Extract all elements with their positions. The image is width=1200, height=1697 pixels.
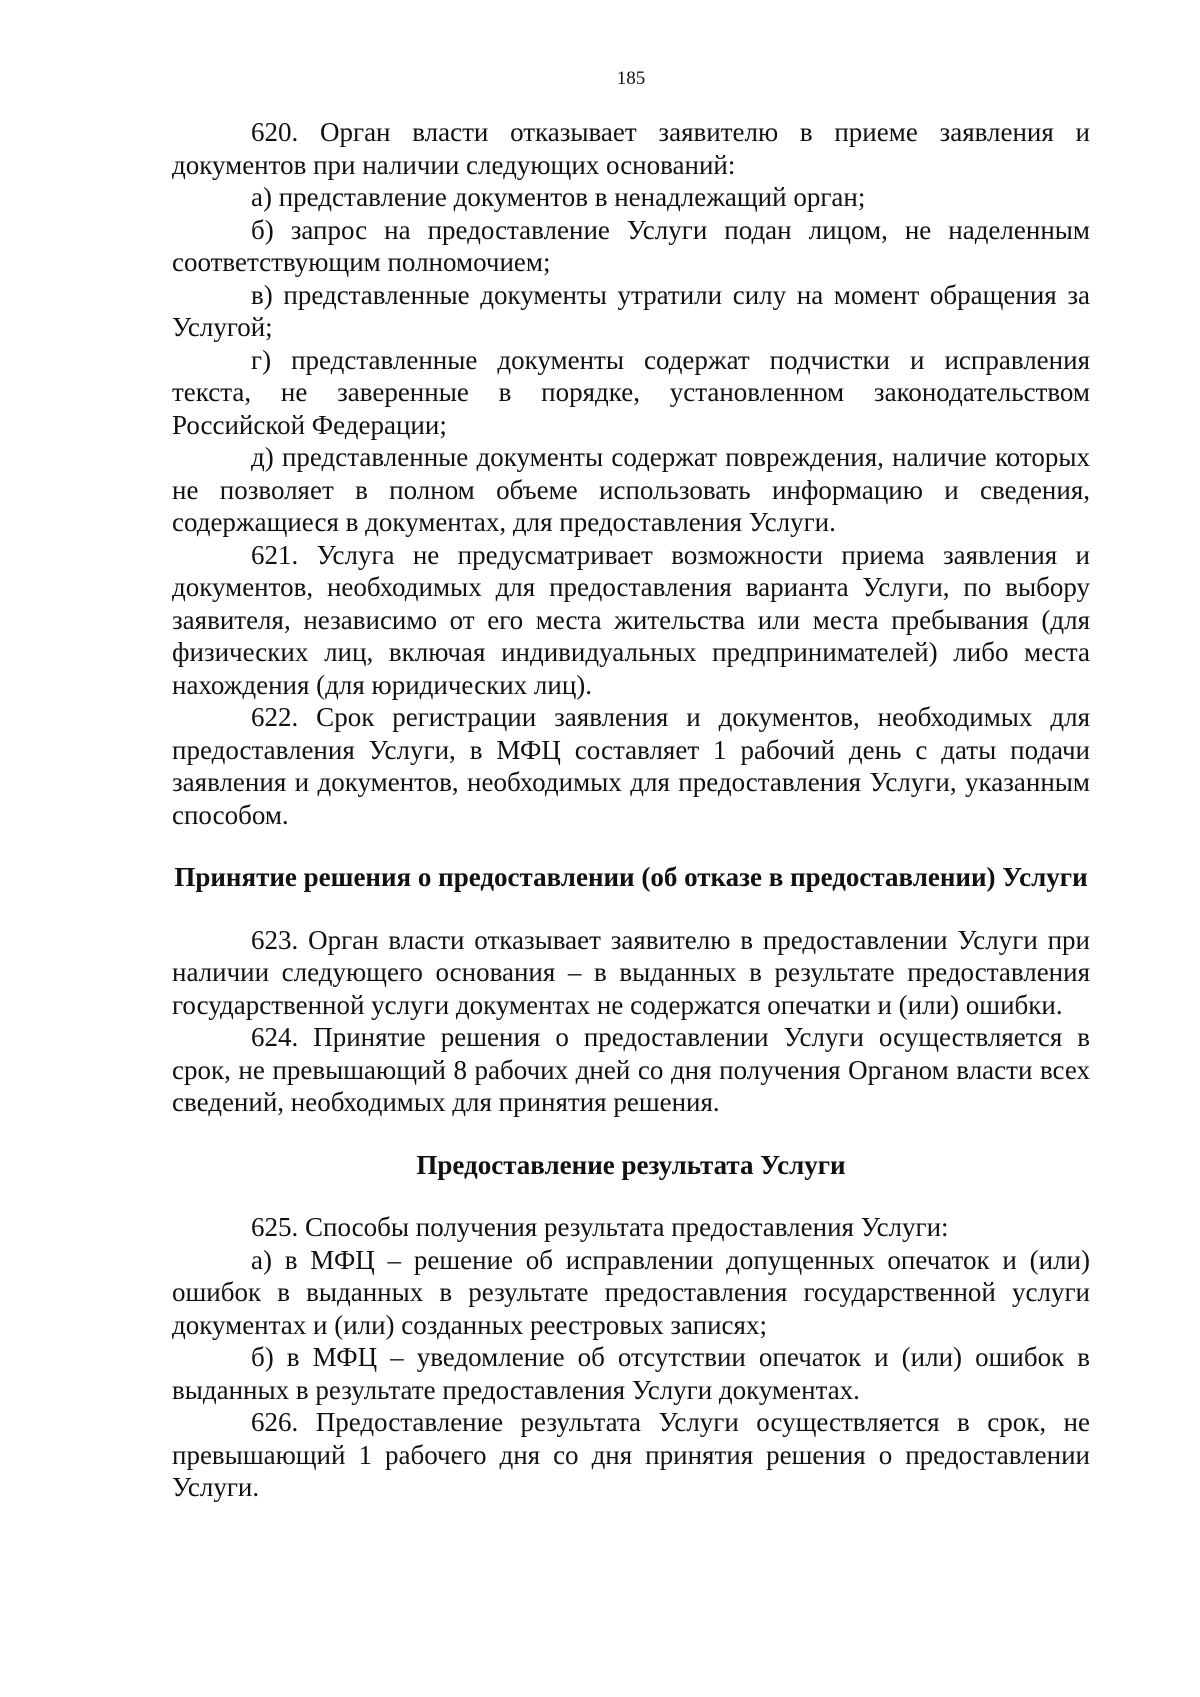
section-heading-result: Предоставление результата Услуги (416, 1149, 846, 1180)
paragraph-620: 620. Орган власти отказывает заявителю в приеме заявления и документов при наличии следующих оснований: (172, 117, 1090, 180)
document-body (172, 116, 1090, 1504)
section-heading-decision: Принятие решения о предоставлении (об отказе в предоставлении) Услуги (174, 862, 1088, 892)
paragraph-621: 621. Услуга не предусматривает возможности приема заявления и документов, необходимых для предоставления варианта Услуги, по выбору заявителя, независимо от его места жительства или места пребывания (для физических лиц, включая индивидуальных предпринимателей) либо места нахождения (для юридических лиц). (172, 539, 1090, 700)
paragraph-626: 626. Предоставление результата Услуги осуществляется в срок, не превышающий 1 рабочего дня со дня принятия решения о предоставлении Услуги. (172, 1407, 1090, 1502)
list-item-620-v: в) представленные документы утратили силу на момент обращения за Услугой; (172, 279, 1090, 342)
list-item-625-b: б) в МФЦ – уведомление об отсутствии опечаток и (или) ошибок в выданных в результате предоставления Услуги документах. (172, 1342, 1090, 1405)
paragraph-625: 625. Способы получения результата предоставления Услуги: (251, 1212, 949, 1242)
paragraph-624: 624. Принятие решения о предоставлении Услуги осуществляется в срок, не превышающий 8 рабочих дней со дня получения Органом власти всех сведений, необходимых для принятия решения. (172, 1022, 1090, 1117)
list-item-620-d: д) представленные документы содержат повреждения, наличие которых не позволяет в полном объеме использовать информацию и сведения, содержащиеся в документах, для предоставления Услуги. (172, 442, 1090, 537)
paragraph-622: 622. Срок регистрации заявления и документов, необходимых для предоставления Услуги, в МФЦ составляет 1 рабочий день с даты подачи заявления и документов, необходимых для предоставления Услуги, указанным способом. (172, 702, 1090, 830)
list-item-620-a: а) представление документов в ненадлежащий орган; (251, 182, 866, 212)
list-item-620-b: б) запрос на предоставление Услуги подан лицом, не наделенным соответствующим полномочием; (172, 214, 1090, 277)
page-number: 185 (616, 68, 646, 89)
paragraph-623: 623. Орган власти отказывает заявителю в предоставлении Услуги при наличии следующего основания – в выданных в результате предоставления государственной услуги документах не содержатся опечатки и (или) ошибки. (172, 924, 1090, 1020)
list-item-620-g: г) представленные документы содержат подчистки и исправления текста, не заверенные в порядке, установленном законодательством Российской Федерации; (172, 344, 1090, 440)
list-item-625-a: а) в МФЦ – решение об исправлении допущенных опечаток и (или) ошибок в выданных в результате предоставления государственной услуги документах и (или) созданных реестровых записях; (172, 1244, 1090, 1340)
